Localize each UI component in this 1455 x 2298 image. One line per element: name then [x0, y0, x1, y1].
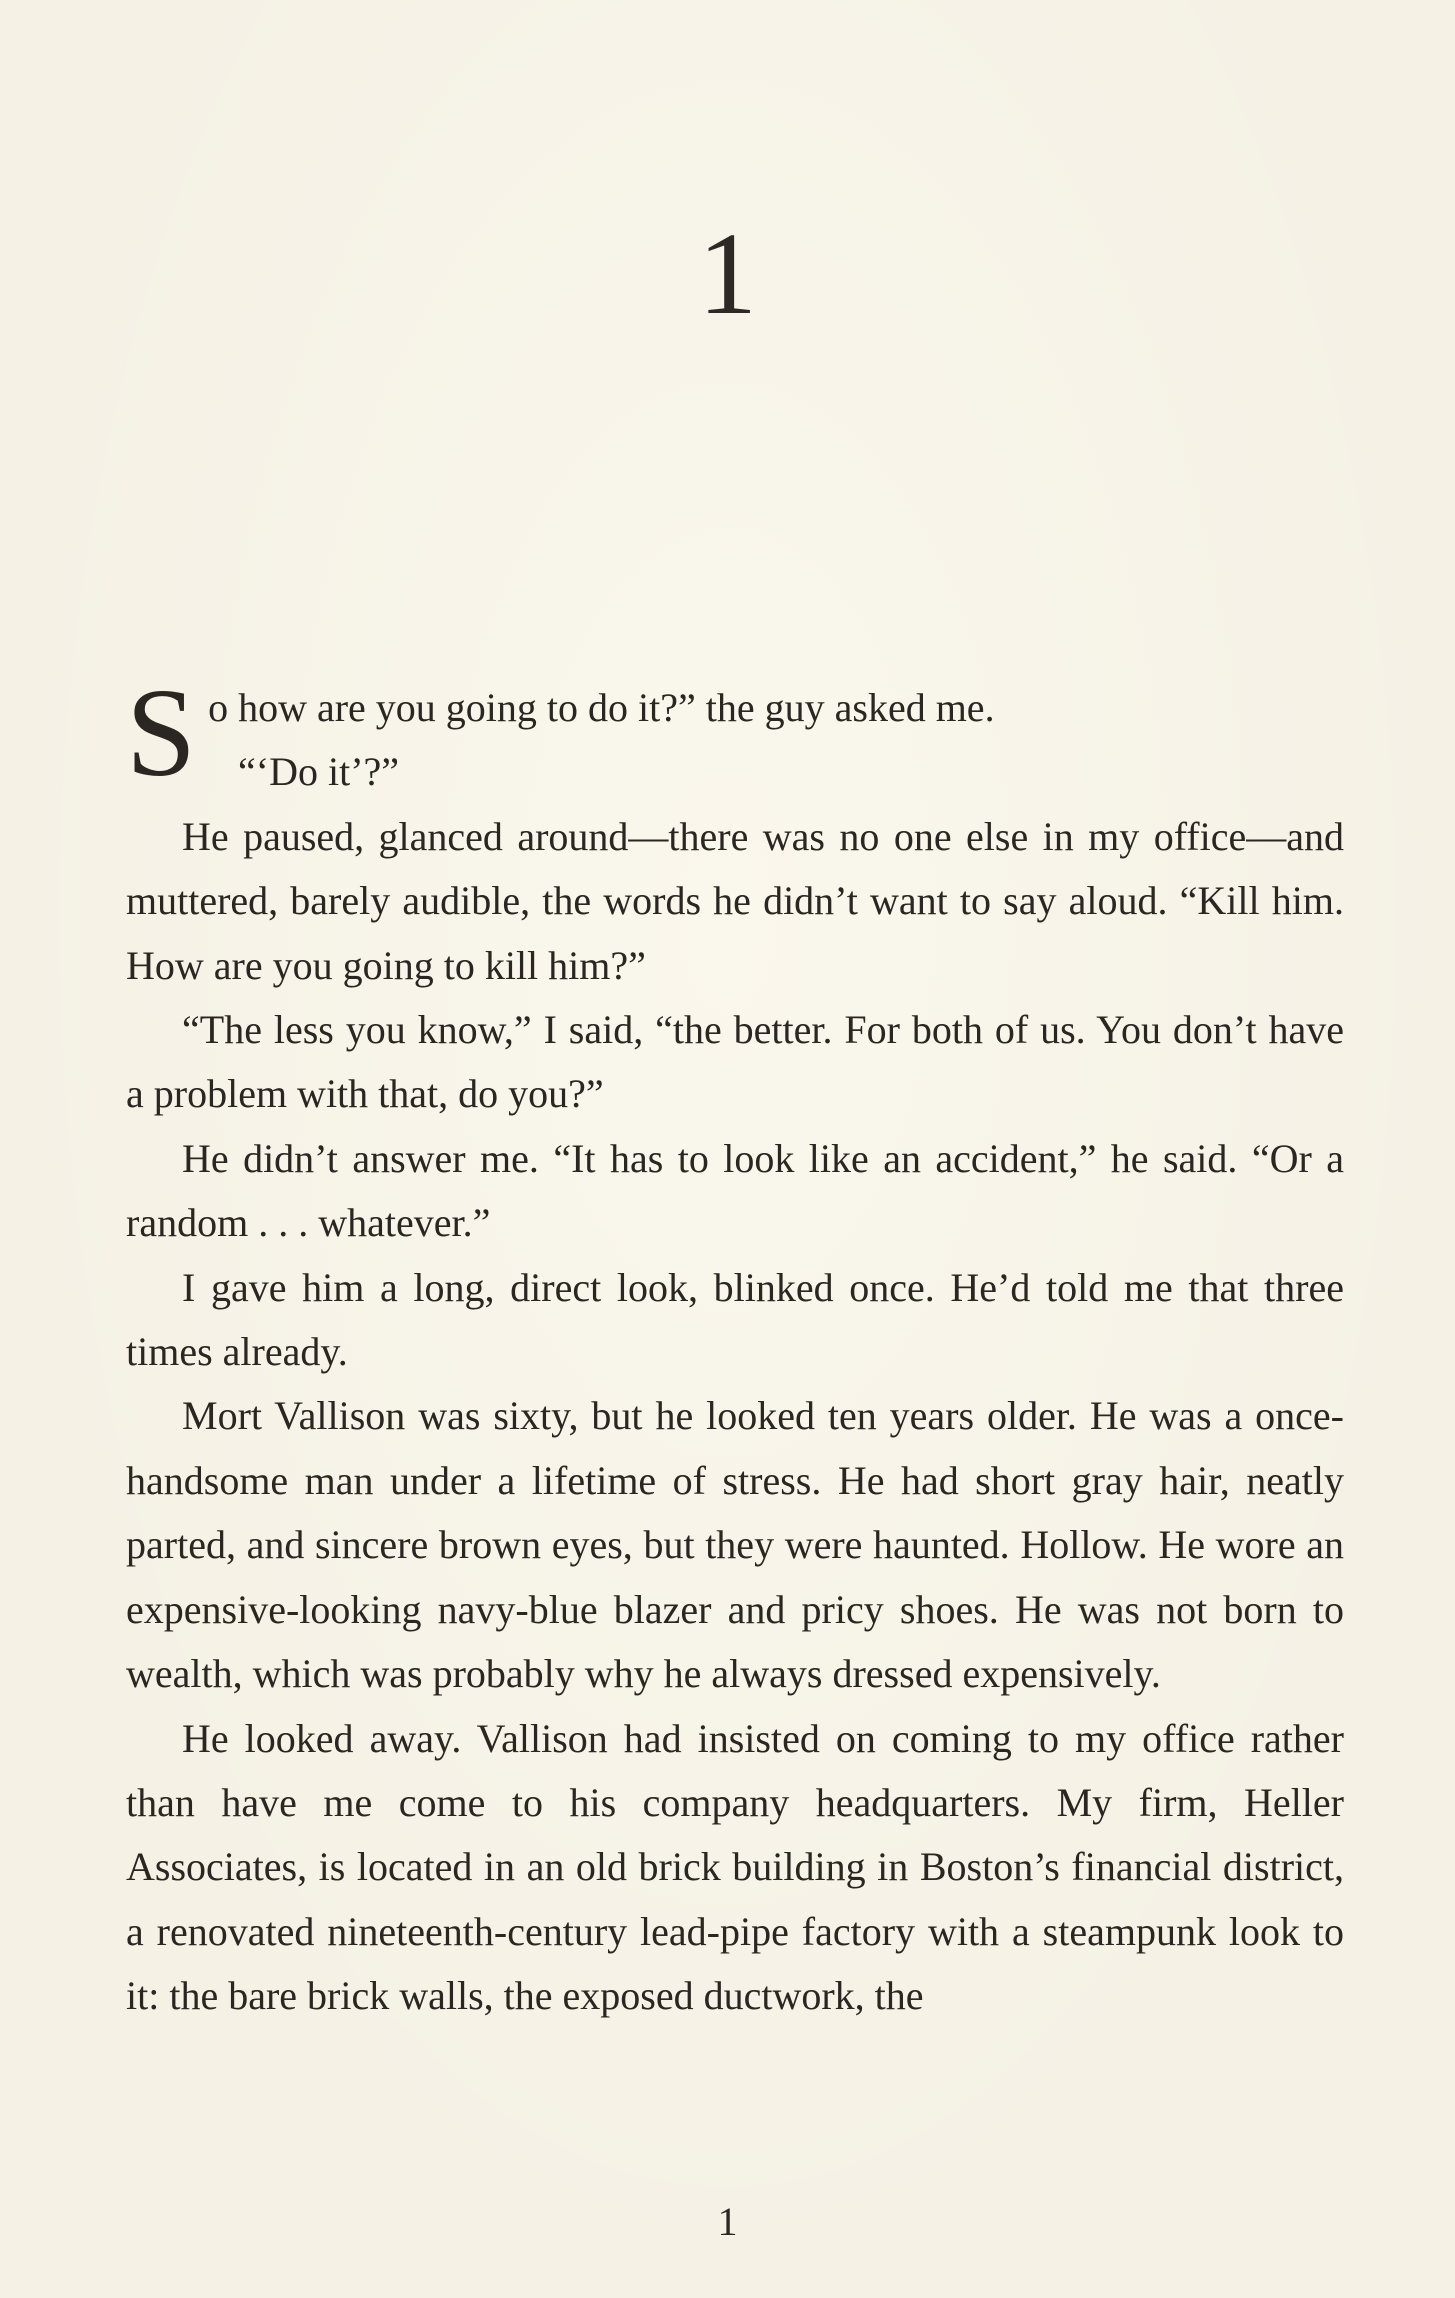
paragraph: He didn’t answer me. “It has to look like an accident,” he said. “Or a random . . . whatever.”	[126, 1135, 1344, 1246]
drop-cap: S	[126, 664, 197, 803]
opening-line: o how are you going to do it?” the guy asked me.	[208, 685, 995, 730]
page-number: 1	[717, 2199, 738, 2244]
chapter-number: 1	[698, 208, 757, 339]
chapter-body	[126, 664, 1344, 2029]
paragraph: “The less you know,” I said, “the better. For both of us. You don’t have a problem with that, do you?”	[126, 1007, 1344, 1117]
paragraph: He looked away. Vallison had insisted on coming to my office rather than have me come to his company headquarters. My firm, Heller Associates, is located in an old brick building in Boston’s financial district, a renovated nineteenth-century lead-pipe factory with a steampunk look to it: the bare brick walls, the exposed ductwork, the	[126, 1715, 1344, 2019]
opening-paragraph	[126, 664, 1344, 803]
paragraph: “‘Do it’?”	[238, 749, 400, 795]
paragraph: He paused, glanced around—there was no one else in my office—and muttered, barely audible, the words he didn’t want to say aloud. “Kill him. How are you going to kill him?”	[126, 813, 1344, 988]
paragraph: I gave him a long, direct look, blinked once. He’d told me that three times already.	[126, 1264, 1344, 1375]
paragraph: Mort Vallison was sixty, but he looked ten years older. He was a once-handsome man under a lifetime of stress. He had short gray hair, neatly parted, and sincere brown eyes, but they were haunted. Hollow. He wore an expensive-looking navy-blue blazer and pricy shoes. He was not born to wealth, which was probably why he always dressed expensively.	[126, 1393, 1344, 1697]
